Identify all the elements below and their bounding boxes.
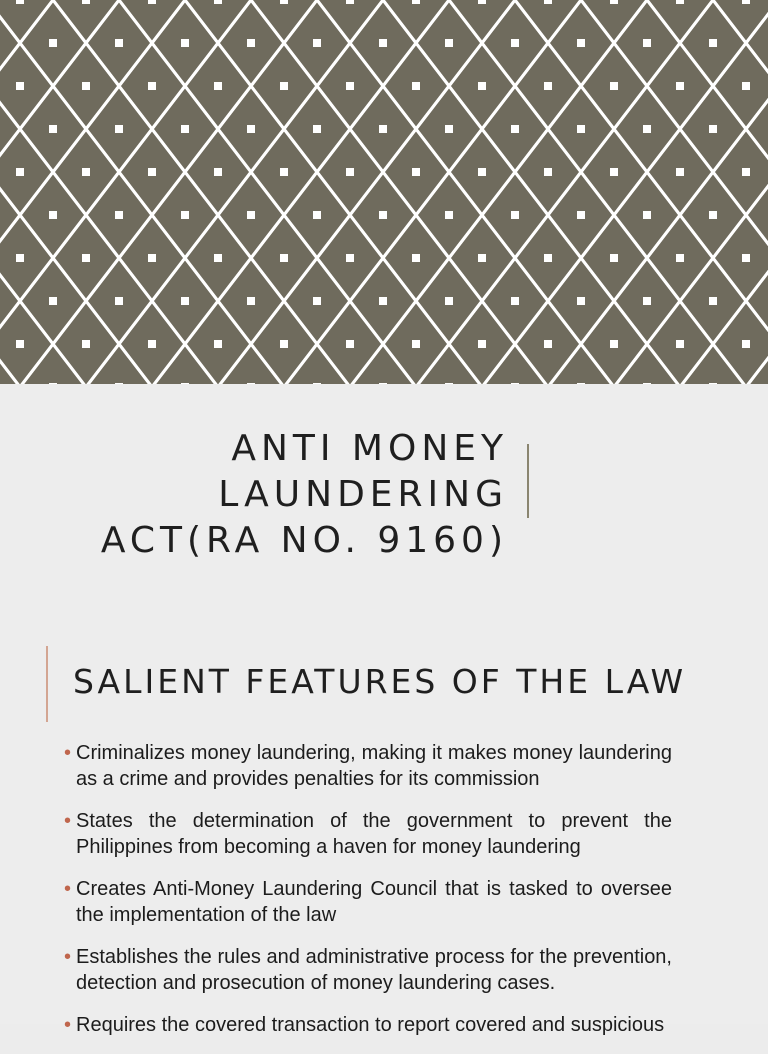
lattice-dot [379, 125, 387, 133]
lattice-dot [379, 211, 387, 219]
lattice-dot [148, 340, 156, 348]
lattice-dot [709, 211, 717, 219]
lattice-dot [313, 211, 321, 219]
lattice-dot [610, 82, 618, 90]
lattice-dot [709, 297, 717, 305]
presentation-title: ANTI MONEY LAUNDERING ACT(RA NO. 9160) [100, 428, 508, 561]
lattice-dot [412, 340, 420, 348]
lattice-dot [16, 82, 24, 90]
lattice-dot [280, 340, 288, 348]
lattice-dot [181, 39, 189, 47]
lattice-dot [511, 297, 519, 305]
lattice-dot [49, 39, 57, 47]
lattice-dot [478, 82, 486, 90]
title-accent-line [46, 646, 48, 722]
lattice-dot [280, 0, 288, 4]
lattice-dot [742, 254, 750, 262]
bullet-text: Criminalizes money laundering, making it makes money laundering as a crime and provides penalties for its commission [76, 742, 672, 790]
lattice-dot [610, 168, 618, 176]
lattice-dot [181, 297, 189, 305]
lattice-dot [115, 39, 123, 47]
content-slide [0, 620, 768, 1036]
lattice-dot [247, 39, 255, 47]
bullet-icon: • [64, 742, 72, 764]
lattice-dot [643, 211, 651, 219]
lattice-dot [148, 254, 156, 262]
lattice-dot [247, 211, 255, 219]
title-divider-line [527, 444, 529, 518]
lattice-dot [478, 0, 486, 4]
lattice-dot [742, 0, 750, 4]
lattice-dot [16, 168, 24, 176]
lattice-dot [742, 340, 750, 348]
lattice-dot [148, 168, 156, 176]
lattice-dot [247, 125, 255, 133]
lattice-dot [412, 254, 420, 262]
lattice-dot [676, 0, 684, 4]
lattice-dot [346, 254, 354, 262]
lattice-dot [412, 0, 420, 4]
lattice-dot [49, 125, 57, 133]
lattice-dot [115, 125, 123, 133]
lattice-dot [511, 39, 519, 47]
list-item [64, 808, 672, 860]
lattice-dot [247, 297, 255, 305]
bullet-icon: • [64, 878, 72, 900]
lattice-dot [478, 340, 486, 348]
lattice-dot [445, 39, 453, 47]
lattice-dot [214, 168, 222, 176]
lattice-dot [115, 297, 123, 305]
bullet-icon: • [64, 810, 72, 832]
lattice-dot [82, 340, 90, 348]
lattice-dot [16, 254, 24, 262]
lattice-dot [742, 82, 750, 90]
lattice-dot [280, 254, 288, 262]
list-item [64, 876, 672, 928]
lattice-dot [511, 125, 519, 133]
lattice-dot [742, 168, 750, 176]
lattice-dot [49, 211, 57, 219]
title-slide [0, 384, 768, 620]
lattice-dot [148, 0, 156, 4]
lattice-dot [82, 168, 90, 176]
lattice-dot [610, 0, 618, 4]
lattice-dot [346, 0, 354, 4]
features-bullet-list [64, 740, 672, 1054]
lattice-dot [709, 39, 717, 47]
lattice-dot [280, 82, 288, 90]
lattice-dot [577, 125, 585, 133]
lattice-dot [445, 125, 453, 133]
bullet-text: Requires the covered transaction to report covered and suspicious [76, 1014, 665, 1036]
lattice-dot [643, 297, 651, 305]
lattice-dot [379, 39, 387, 47]
bullet-icon: • [64, 946, 72, 968]
lattice-dot [478, 168, 486, 176]
lattice-dot [346, 82, 354, 90]
lattice-dot [676, 168, 684, 176]
lattice-dot [82, 0, 90, 4]
lattice-dot [313, 125, 321, 133]
lattice-dot [445, 211, 453, 219]
lattice-dot [280, 168, 288, 176]
lattice-dot [181, 125, 189, 133]
lattice-dot [445, 297, 453, 305]
lattice-dot [610, 340, 618, 348]
bullet-text: States the determination of the government to prevent the Philippines from becoming a haven for money laundering [76, 810, 672, 858]
lattice-dot [148, 82, 156, 90]
lattice-dot [577, 297, 585, 305]
lattice-dot [478, 254, 486, 262]
lattice-dot [676, 340, 684, 348]
lattice-dot [346, 340, 354, 348]
lattice-dot [577, 211, 585, 219]
lattice-dot [82, 254, 90, 262]
lattice-dot [214, 340, 222, 348]
lattice-dot [16, 340, 24, 348]
lattice-dot [544, 0, 552, 4]
lattice-dot [16, 0, 24, 4]
lattice-dot [643, 125, 651, 133]
pattern-background [0, 0, 768, 384]
lattice-dot [379, 297, 387, 305]
lattice-dot [610, 254, 618, 262]
lattice-dot [544, 254, 552, 262]
list-item [64, 944, 672, 996]
lattice-dot [676, 82, 684, 90]
lattice-dot [313, 39, 321, 47]
lattice-dot [49, 297, 57, 305]
lattice-dot [313, 297, 321, 305]
bullet-text: Establishes the rules and administrative process for the prevention, detection and prosecution of money laundering cases. [76, 946, 672, 994]
decorative-pattern-banner [0, 0, 768, 384]
lattice-dot [511, 211, 519, 219]
slide-heading: SALIENT FEATURES OF THE LAW [73, 662, 687, 701]
lattice-dot [544, 340, 552, 348]
lattice-dot [412, 168, 420, 176]
list-item [64, 740, 672, 792]
lattice-dot [214, 0, 222, 4]
lattice-dot [709, 125, 717, 133]
lattice-dot [214, 254, 222, 262]
list-item [64, 1012, 672, 1038]
bullet-icon: • [64, 1014, 72, 1036]
lattice-dot [181, 211, 189, 219]
bullet-text: Creates Anti-Money Laundering Council that is tasked to oversee the implementation of the law [76, 878, 672, 926]
lattice-dot [643, 39, 651, 47]
lattice-dot [676, 254, 684, 262]
lattice-dot [82, 82, 90, 90]
lattice-dot [544, 168, 552, 176]
lattice-dot [544, 82, 552, 90]
lattice-dot [346, 168, 354, 176]
lattice-dot [115, 211, 123, 219]
lattice-dot [214, 82, 222, 90]
diamond-lattice-pattern [0, 0, 768, 384]
lattice-dot [412, 82, 420, 90]
lattice-dot [577, 39, 585, 47]
